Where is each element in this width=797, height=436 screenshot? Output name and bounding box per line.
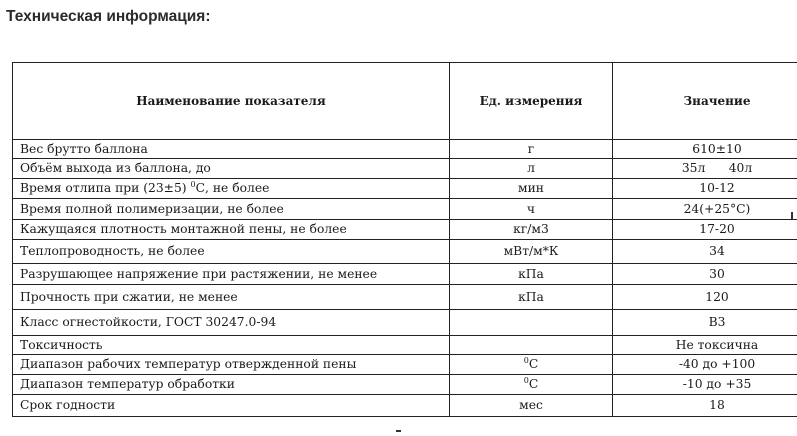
- column-header-name: Наименование показателя: [13, 63, 450, 140]
- row-name: Прочность при сжатии, не менее: [13, 285, 450, 310]
- row-unit: г: [450, 140, 613, 159]
- row-name: Вес брутто баллона: [13, 140, 450, 159]
- table-row: [13, 159, 797, 179]
- table-row: [13, 336, 797, 355]
- row-value: 10-12: [613, 179, 797, 199]
- table-row: [13, 355, 797, 375]
- row-value: 610±10: [613, 140, 797, 159]
- row-unit: кПа: [450, 264, 613, 285]
- table-row: [13, 220, 797, 240]
- row-name: Кажущаяся плотность монтажной пены, не более: [13, 220, 450, 240]
- table-row: [13, 264, 797, 285]
- table-row: [13, 240, 797, 264]
- row-value: 34: [613, 240, 797, 264]
- row-name-pre: Время отлипа при (23±5): [20, 181, 191, 196]
- row-value: -10 до +35: [613, 375, 797, 395]
- table-row: [13, 375, 797, 395]
- row-unit: ч: [450, 199, 613, 220]
- row-value: -40 до +100: [613, 355, 797, 375]
- row-value: 30: [613, 264, 797, 285]
- column-header-value: Значение: [613, 63, 797, 140]
- row-value: 17-20: [613, 220, 797, 240]
- row-value: 35л 40л: [613, 159, 797, 179]
- row-name: Время полной полимеризации, не более: [13, 199, 450, 220]
- row-unit: л: [450, 159, 613, 179]
- row-name: Токсичность: [13, 336, 450, 355]
- row-name: Теплопроводность, не более: [13, 240, 450, 264]
- row-unit: мес: [450, 395, 613, 417]
- table-header-row: [13, 63, 797, 140]
- row-name: Диапазон рабочих температур отвержденной пены: [13, 355, 450, 375]
- row-value: 24(+25°С): [613, 199, 797, 220]
- row-name-sup: 0: [190, 180, 196, 190]
- row-unit: мин: [450, 179, 613, 199]
- row-value: 18: [613, 395, 797, 417]
- row-unit: [450, 375, 613, 395]
- row-unit: мВт/м*К: [450, 240, 613, 264]
- row-name: [13, 179, 450, 199]
- row-unit-post: С: [528, 377, 539, 392]
- row-value: 120: [613, 285, 797, 310]
- row-unit: кПа: [450, 285, 613, 310]
- table-row: [13, 140, 797, 159]
- row-name: Разрушающее напряжение при растяжении, не менее: [13, 264, 450, 285]
- row-value: В3: [613, 310, 797, 336]
- row-unit-sup: 0: [523, 376, 529, 386]
- row-name: Диапазон температур обработки: [13, 375, 450, 395]
- column-header-unit: Ед. измерения: [450, 63, 613, 140]
- page-title: Техническая информация:: [6, 8, 211, 25]
- row-name: Класс огнестойкости, ГОСТ 30247.0-94: [13, 310, 450, 336]
- row-unit: кг/м3: [450, 220, 613, 240]
- row-value: Не токсична: [613, 336, 797, 355]
- row-name-post: С, не более: [195, 181, 270, 196]
- table-row: [13, 310, 797, 336]
- spec-table: [12, 62, 797, 417]
- row-unit-sup: 0: [523, 356, 529, 366]
- row-name: Срок годности: [13, 395, 450, 417]
- table-row: [13, 179, 797, 199]
- table-row: [13, 395, 797, 417]
- row-unit-post: С: [528, 357, 539, 372]
- edge-mark: [396, 430, 401, 432]
- row-unit: [450, 310, 613, 336]
- table-row: [13, 285, 797, 310]
- edge-mark: [791, 212, 793, 219]
- row-unit: [450, 336, 613, 355]
- row-unit: [450, 355, 613, 375]
- table-row: [13, 199, 797, 220]
- row-name: Объём выхода из баллона, до: [13, 159, 450, 179]
